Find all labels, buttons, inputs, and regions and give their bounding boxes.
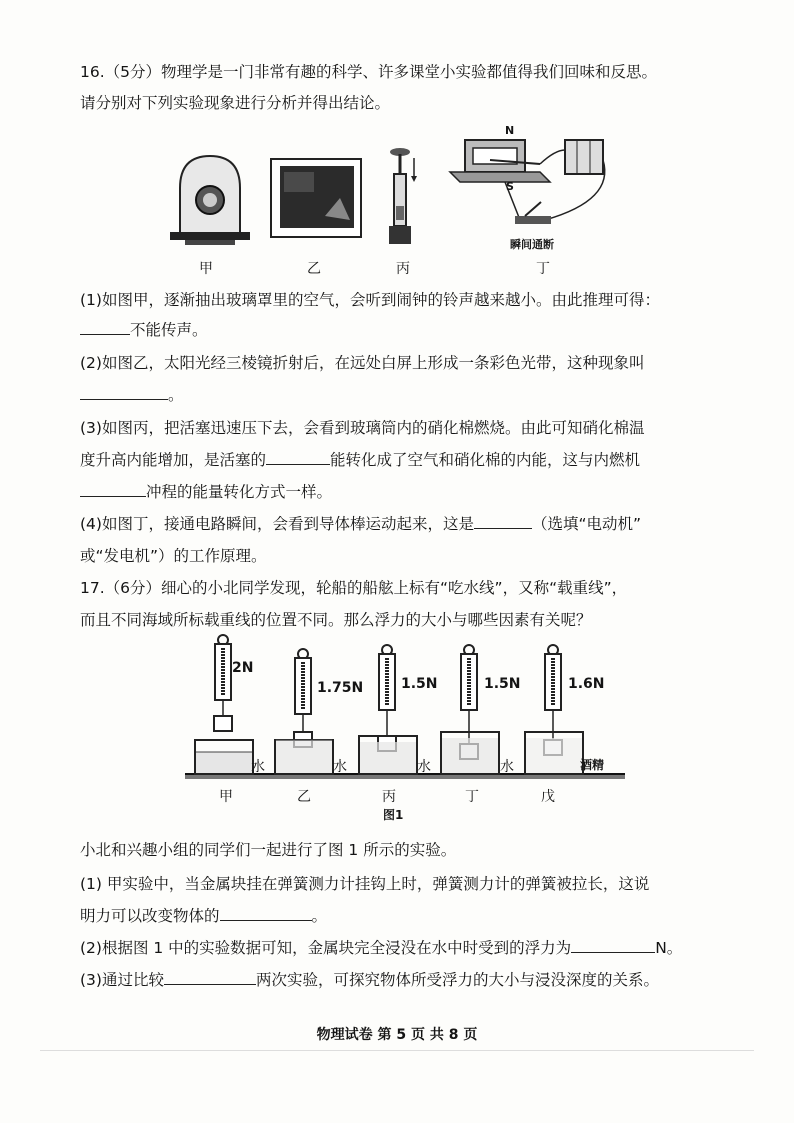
fig-label-bing: 丙: [396, 261, 410, 277]
q16-part3-line1: (3)如图丙，把活塞迅速压下去，会看到玻璃筒内的硝化棉燃烧。由此可知硝化棉温: [80, 419, 645, 437]
q16-intro-line1: 16.（5分）物理学是一门非常有趣的科学、许多课堂小实验都值得我们回味和反思。: [80, 63, 658, 81]
bell-jar-figure: [165, 148, 255, 248]
scale-setup-bing: [359, 645, 417, 774]
magnet-south-label: S: [506, 180, 514, 193]
q17-setup-line: 小北和兴趣小组的同学们一起进行了图 1 所示的实验。: [80, 841, 457, 859]
scale-setup-wu: [525, 645, 583, 774]
scale-reading-bing: 1.5N: [401, 676, 438, 692]
scale-reading-ding: 1.5N: [484, 676, 521, 692]
scale-setup-yi: [275, 649, 333, 774]
q16-intro-line2: 请分别对下列实验现象进行分析并得出结论。: [80, 94, 391, 112]
liquid-label-ding: 水: [500, 759, 514, 775]
fig1-label-wu: 戊: [541, 789, 555, 805]
q16-part4-line2: 或“发电机”）的工作原理。: [80, 547, 267, 565]
q17-intro-line2: 而且不同海域所标载重线的位置不同。那么浮力的大小与哪些因素有关呢？: [80, 611, 592, 629]
switch-label: 瞬间通断: [510, 238, 554, 251]
fig1-label-ding: 丁: [465, 789, 479, 805]
answer-blank-6[interactable]: [220, 906, 312, 921]
answer-blank-8[interactable]: [164, 970, 256, 985]
fig1-caption: 图1: [383, 808, 404, 822]
magnet-north-label: N: [505, 124, 515, 137]
q17-intro-line1: 17.（6分）细心的小北同学发现，轮船的船舷上标有“吃水线”，又称“载重线”，: [80, 579, 628, 597]
q17-part1-line1: (1) 甲实验中，当金属块挂在弹簧测力计挂钩上时，弹簧测力计的弹簧被拉长，这说: [80, 875, 650, 893]
scale-reading-wu: 1.6N: [568, 676, 605, 692]
scale-setup-jia: [195, 635, 253, 774]
q16-part1-line1: (1)如图甲，逐渐抽出玻璃罩里的空气，会听到闹钟的铃声越来越小。由此推理可得：: [80, 291, 660, 309]
answer-blank-4[interactable]: [80, 482, 146, 497]
liquid-label-wu: 酒精: [580, 758, 605, 772]
answer-blank-2[interactable]: [80, 385, 168, 400]
answer-blank-3[interactable]: [266, 450, 330, 465]
fig1-label-yi: 乙: [297, 789, 311, 805]
liquid-label-yi: 水: [333, 759, 347, 775]
answer-blank-5[interactable]: [474, 514, 532, 529]
answer-blank-1[interactable]: [80, 320, 130, 335]
q16-part4-line1: (4)如图丁，接通电路瞬间，会看到导体棒运动起来，这是 （选填“电动机”: [80, 515, 642, 533]
piston-figure: [385, 146, 420, 250]
q16-part3-line3: 冲程的能量转化方式一样。: [80, 482, 332, 502]
motor-circuit-figure: [445, 120, 620, 245]
liquid-label-jia: 水: [251, 759, 265, 775]
fig-label-yi: 乙: [307, 261, 321, 277]
q16-part2-line2: 。: [80, 385, 184, 405]
fig-label-jia: 甲: [199, 261, 213, 277]
q17-part2-line: (2)根据图 1 中的实验数据可知，金属块完全浸没在水中时受到的浮力为 N。: [80, 939, 683, 957]
fig1-label-jia: 甲: [219, 789, 233, 805]
q16-part2-line1: (2)如图乙，太阳光经三棱镜折射后，在远处白屏上形成一条彩色光带，这种现象叫: [80, 354, 645, 372]
q17-part1-line2: 明力可以改变物体的 。: [80, 907, 328, 925]
scale-reading-yi: 1.75N: [317, 680, 364, 696]
prism-screen-figure: [270, 158, 362, 238]
buoyancy-experiment-figure: [185, 632, 625, 802]
scale-setup-ding: [441, 645, 499, 774]
scale-reading-jia: 2N: [232, 660, 254, 676]
fig1-label-bing: 丙: [382, 789, 396, 805]
q17-part3-line: (3)通过比较 两次实验，可探究物体所受浮力的大小与浸没深度的关系。: [80, 971, 659, 989]
q16-part1-line2: 不能传声。: [80, 320, 208, 340]
footer-divider: [40, 1050, 754, 1051]
q16-part3-line2: 度升高内能增加，是活塞的 能转化成了空气和硝化棉的内能，这与内燃机: [80, 451, 641, 469]
answer-blank-7[interactable]: [571, 938, 655, 953]
page-footer: 物理试卷 第 5 页 共 8 页: [316, 1027, 478, 1043]
fig-label-ding: 丁: [536, 261, 550, 277]
liquid-label-bing: 水: [417, 759, 431, 775]
